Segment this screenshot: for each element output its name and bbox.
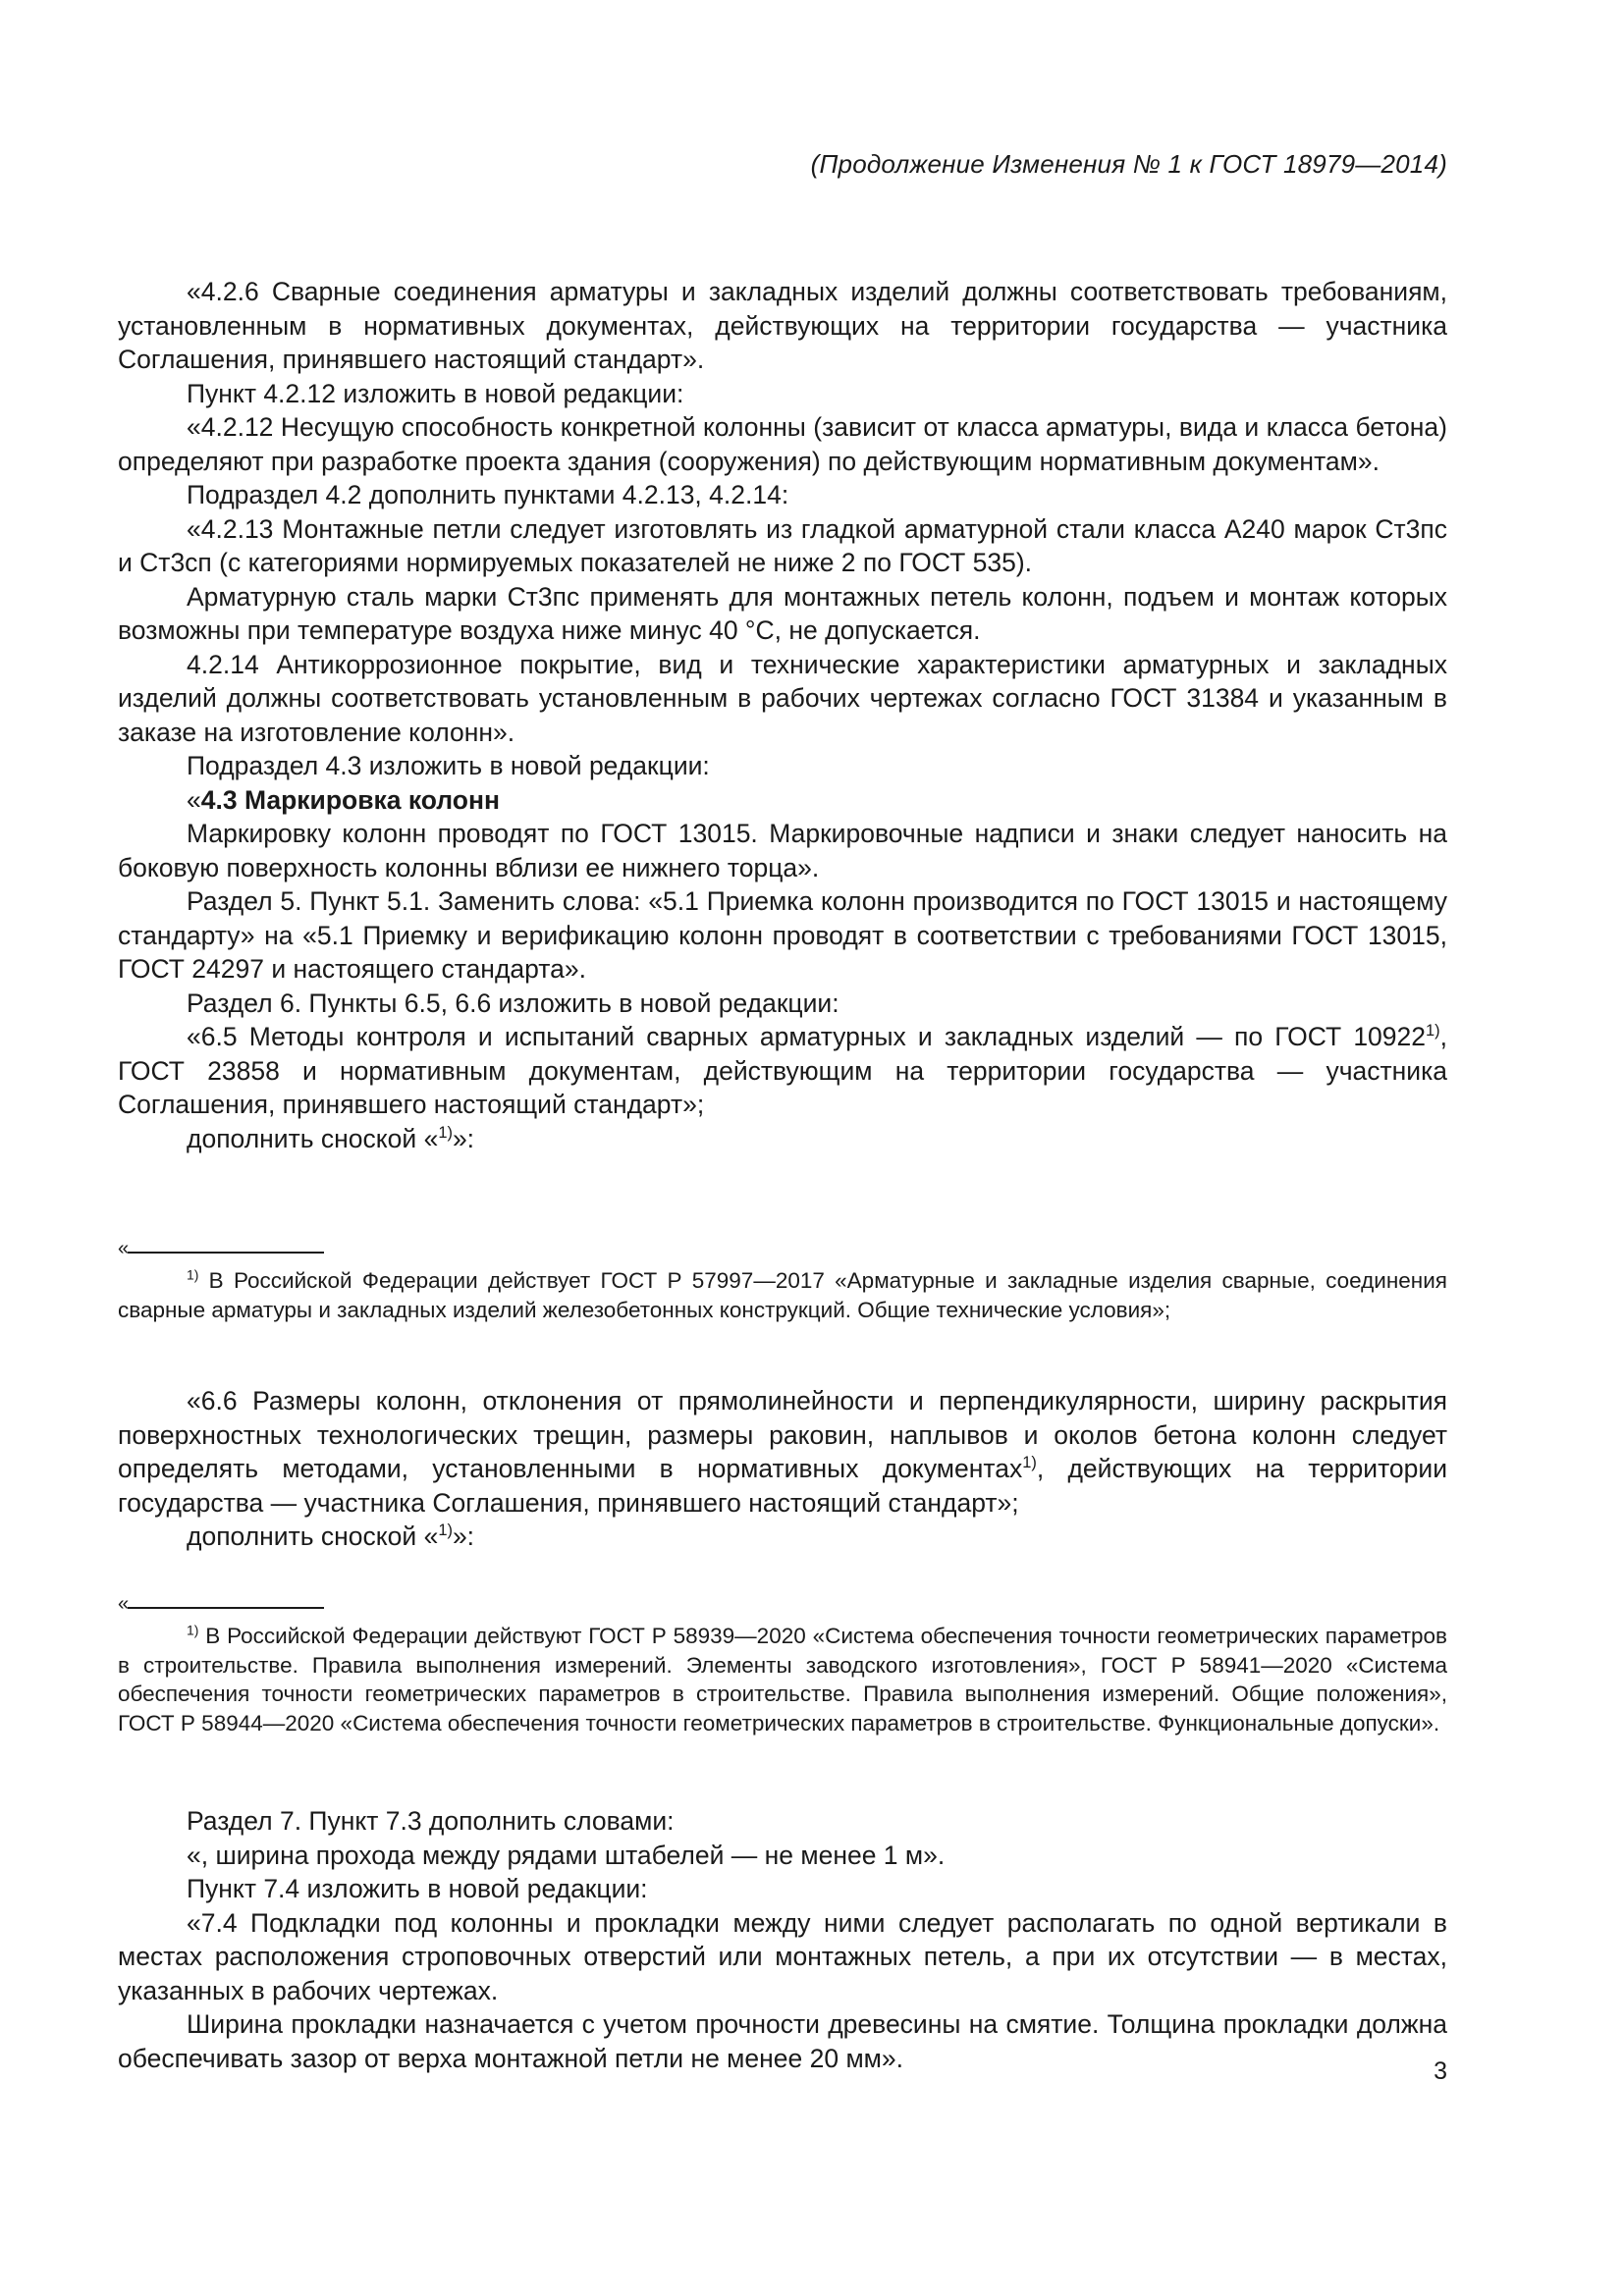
footnote-separator	[118, 1237, 1447, 1258]
text-add-footnote-end: »:	[452, 1123, 475, 1153]
footnote-marker: 1)	[187, 1622, 199, 1638]
footnote-ref: 1)	[438, 1123, 453, 1142]
paragraph-marking: Маркировку колонн проводят по ГОСТ 13015. Маркировочные надписи и знаки следует наносить на боковую поверхность колонны вблизи ее нижнего торца».	[118, 819, 1447, 882]
footnote-separator-line	[128, 1607, 324, 1609]
paragraph-7-4: «7.4 Подкладки под колонны и прокладки между ними следует располагать по одной вертикали в местах расположения строповочных отверстий или монтажных петель, а при их отсутствии — в местах, указанных в рабочих чертежах.	[118, 1907, 1447, 2005]
footnote-1-text	[118, 1266, 1447, 1324]
paragraph-instruction-4-2-12: Пункт 4.2.12 изложить в новой редакции:	[187, 378, 684, 408]
footnote-ref: 1)	[1022, 1454, 1037, 1472]
footnote-block-1	[118, 1237, 1447, 1324]
running-header: (Продолжение Изменения № 1 к ГОСТ 18979—2014)	[810, 149, 1447, 179]
paragraph-spacer-width: Ширина прокладки назначается с учетом прочности древесины на смятие. Толщина прокладки должна обеспечивать зазор от верха монтажной петли не менее 20 мм».	[118, 2009, 1447, 2073]
footnote-separator-quote: «	[118, 1593, 130, 1615]
footnote-separator-quote: «	[118, 1238, 130, 1259]
paragraph-7-3-addition: «, ширина прохода между рядами штабелей — не менее 1 м».	[187, 1840, 946, 1870]
text-6-5-start: «6.5 Методы контроля и испытаний сварных арматурных и закладных изделий — по ГОСТ 10922	[187, 1022, 1427, 1051]
text-6-6-end: , действующих на территории государства — участника Соглашения, принявшего настоящий стандарт»;	[118, 1454, 1447, 1518]
text-add-footnote-start: дополнить сноской «	[187, 1123, 439, 1153]
paragraph-steel-note: Арматурную сталь марки Ст3пс применять для монтажных петель колонн, подъем и монтаж которых возможны при температуре воздуха ниже минус 40 °С, не допускается.	[118, 581, 1447, 645]
section-4-2-block	[118, 275, 1447, 1155]
heading-quote: «	[187, 784, 201, 815]
paragraph-4-2-12: «4.2.12 Несущую способность конкретной колонны (зависит от класса арматуры, вида и класса бетона) определяют при разработке проекта здания (сооружения) по действующим нормативным документам».	[118, 412, 1447, 476]
paragraph-6-6	[118, 1384, 1447, 1520]
footnote-block-2	[118, 1592, 1447, 1737]
footnote-separator-line	[128, 1252, 324, 1254]
paragraph-section-7: Раздел 7. Пункт 7.3 дополнить словами:	[187, 1806, 675, 1836]
paragraph-4-2-13: «4.2.13 Монтажные петли следует изготовлять из гладкой арматурной стали класса А240 марок Ст3пс и Ст3сп (с категориями нормируемых показателей не ниже 2 по ГОСТ 535).	[118, 513, 1447, 577]
text-6-6-start: «6.6 Размеры колонн, отклонения от прямолинейности и перпендикулярности, ширину раскрытия поверхностных технологических трещин, размеры раковин, наплывов и околов бетона колонн следует определять методами, установленными в нормативных документах	[118, 1386, 1447, 1483]
paragraph-instruction-7-4: Пункт 7.4 изложить в новой редакции:	[187, 1874, 648, 1903]
heading-text: 4.3 Маркировка колонн	[200, 784, 500, 815]
paragraph-4-2-14: 4.2.14 Антикоррозионное покрытие, вид и технические характеристики арматурных и закладных изделий должны соответствовать установленным в рабочих чертежах согласно ГОСТ 31384 и указанным в заказе на изготовление колонн».	[118, 649, 1447, 747]
section-7-block	[118, 1804, 1447, 2075]
heading-4-3	[118, 783, 1447, 818]
footnote-marker: 1)	[187, 1266, 199, 1283]
paragraph-instruction-4-3: Подраздел 4.3 изложить в новой редакции:	[187, 751, 710, 780]
page-number: 3	[1434, 2057, 1447, 2085]
footnote-1-body: В Российской Федерации действует ГОСТ Р 57997—2017 «Арматурные и закладные изделия сварные, соединения сварные арматуры и закладных изделий железобетонных конструкций. Общие технические условия»;	[118, 1268, 1447, 1322]
footnote-ref: 1)	[438, 1522, 453, 1540]
footnote-2-text	[118, 1622, 1447, 1737]
paragraph-6-5	[118, 1020, 1447, 1122]
footnote-ref: 1)	[1426, 1022, 1440, 1041]
footnote-2-body: В Российской Федерации действуют ГОСТ Р 58939—2020 «Система обеспечения точности геометрических параметров в строительстве. Правила выполнения измерений. Элементы заводского изготовления», ГОСТ Р 58941—2020 «Система обеспечения точности геометрических параметров в строительстве. Правила выполнения измерений. Общие положения», ГОСТ Р 58944—2020 «Система обеспечения точности геометрических параметров в строительстве. Функциональные допуски».	[118, 1624, 1447, 1735]
footnote-separator	[118, 1592, 1447, 1614]
text-6-5-end: , ГОСТ 23858 и нормативным документам, действующим на территории государства — участника Соглашения, принявшего настоящий стандарт»;	[118, 1022, 1447, 1119]
text-add-footnote-start: дополнить сноской «	[187, 1522, 439, 1551]
paragraph-add-footnote-2	[118, 1520, 1447, 1554]
paragraph-section-6: Раздел 6. Пункты 6.5, 6.6 изложить в новой редакции:	[187, 988, 839, 1018]
text-add-footnote-end: »:	[452, 1522, 475, 1551]
section-6-6-block	[118, 1384, 1447, 1554]
paragraph-add-footnote-1	[118, 1122, 1447, 1156]
paragraph-instruction-4-2-13: Подраздел 4.2 дополнить пунктами 4.2.13, 4.2.14:	[187, 480, 789, 509]
paragraph-4-2-6: «4.2.6 Сварные соединения арматуры и закладных изделий должны соответствовать требованиям, установленным в нормативных документах, действующих на территории государства — участника Соглашения, принявшего настоящий стандарт».	[118, 277, 1447, 374]
paragraph-section-5: Раздел 5. Пункт 5.1. Заменить слова: «5.1 Приемка колонн производится по ГОСТ 13015 и настоящему стандарту» на «5.1 Приемку и верификацию колонн проводят в соответствии с требованиями ГОСТ 13015, ГОСТ 24297 и настоящего стандарта».	[118, 886, 1447, 984]
